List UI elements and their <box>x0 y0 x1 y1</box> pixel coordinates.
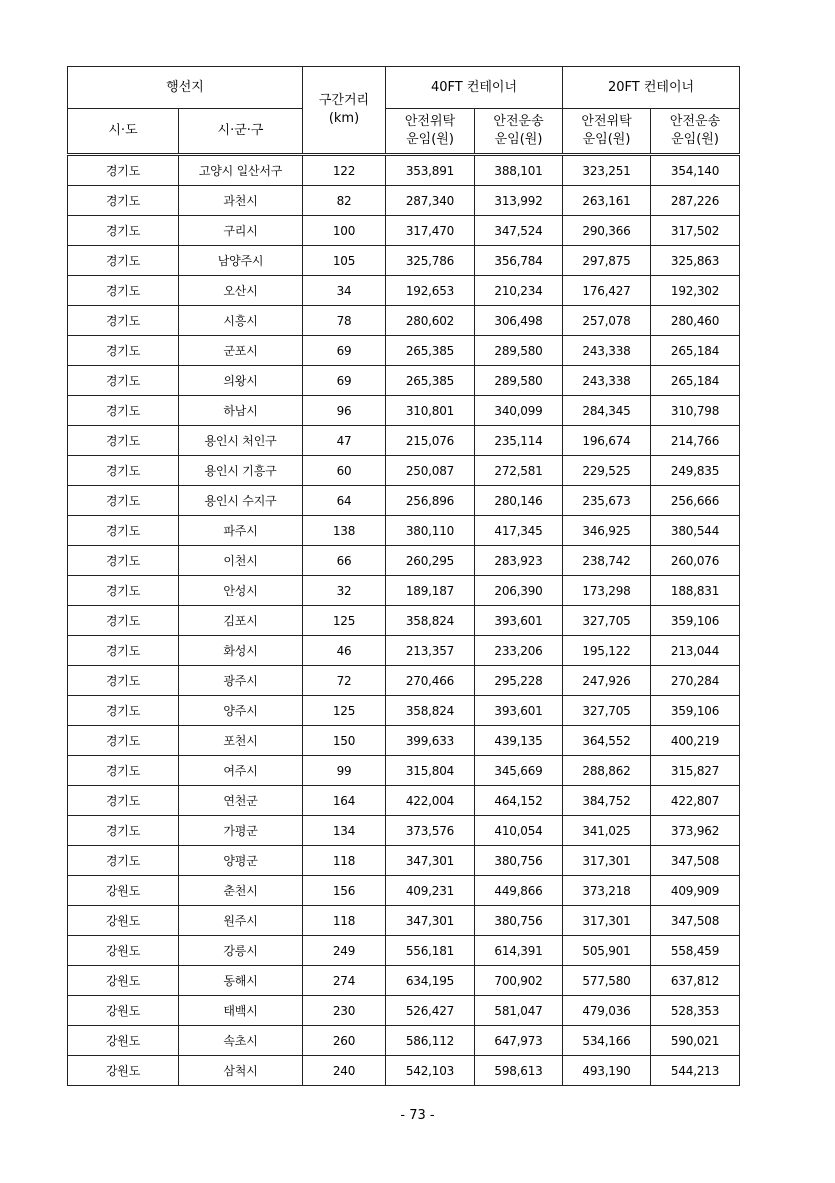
consign-rate-20ft-header <box>563 109 651 155</box>
table-row <box>68 366 740 396</box>
table-row <box>68 816 740 846</box>
table-row <box>68 246 740 276</box>
distance-cell: 164 <box>303 786 386 816</box>
transport-rate-20ft-cell: 400,219 <box>651 726 740 756</box>
city-cell: 삼척시 <box>179 1056 303 1086</box>
table-row <box>68 756 740 786</box>
transport-rate-40ft-cell: 210,234 <box>475 276 563 306</box>
transport-rate-20ft-cell: 354,140 <box>651 155 740 186</box>
consign-rate-20ft-cell: 493,190 <box>563 1056 651 1086</box>
transport-rate-40ft-line2: 운임(원) <box>494 132 543 147</box>
consign-rate-40ft-cell: 422,004 <box>386 786 475 816</box>
table-row <box>68 666 740 696</box>
page-number: - 73 - <box>400 1108 435 1123</box>
distance-header <box>303 67 386 155</box>
transport-rate-40ft-cell: 295,228 <box>475 666 563 696</box>
transport-rate-20ft-cell: 213,044 <box>651 636 740 666</box>
distance-cell: 64 <box>303 486 386 516</box>
province-cell: 경기도 <box>68 155 179 186</box>
transport-rate-20ft-cell: 359,106 <box>651 696 740 726</box>
consign-rate-40ft-cell: 347,301 <box>386 846 475 876</box>
province-header: 시·도 <box>68 109 179 155</box>
province-cell: 경기도 <box>68 816 179 846</box>
table-body <box>68 155 740 1086</box>
city-cell: 안성시 <box>179 576 303 606</box>
table-row <box>68 1026 740 1056</box>
city-cell: 태백시 <box>179 996 303 1026</box>
transport-rate-40ft-cell: 280,146 <box>475 486 563 516</box>
province-cell: 경기도 <box>68 246 179 276</box>
consign-rate-40ft-cell: 399,633 <box>386 726 475 756</box>
transport-rate-40ft-cell: 598,613 <box>475 1056 563 1086</box>
transport-rate-20ft-cell: 558,459 <box>651 936 740 966</box>
consign-rate-40ft-cell: 373,576 <box>386 816 475 846</box>
city-cell: 시흥시 <box>179 306 303 336</box>
table-row <box>68 306 740 336</box>
table-row <box>68 726 740 756</box>
province-cell: 경기도 <box>68 456 179 486</box>
consign-rate-40ft-cell: 634,195 <box>386 966 475 996</box>
consign-rate-40ft-line1: 안전위탁 <box>404 114 456 129</box>
consign-rate-20ft-cell: 479,036 <box>563 996 651 1026</box>
consign-rate-20ft-cell: 341,025 <box>563 816 651 846</box>
consign-rate-40ft-cell: 315,804 <box>386 756 475 786</box>
transport-rate-40ft-cell: 393,601 <box>475 696 563 726</box>
province-cell: 경기도 <box>68 306 179 336</box>
consign-rate-20ft-cell: 263,161 <box>563 186 651 216</box>
city-cell: 포천시 <box>179 726 303 756</box>
transport-rate-20ft-cell: 188,831 <box>651 576 740 606</box>
table-row <box>68 696 740 726</box>
transport-rate-40ft-cell: 345,669 <box>475 756 563 786</box>
table-row <box>68 846 740 876</box>
province-cell: 경기도 <box>68 726 179 756</box>
city-cell: 연천군 <box>179 786 303 816</box>
distance-cell: 96 <box>303 396 386 426</box>
table-row <box>68 606 740 636</box>
consign-rate-20ft-cell: 290,366 <box>563 216 651 246</box>
consign-rate-40ft-cell: 317,470 <box>386 216 475 246</box>
transport-rate-20ft-cell: 310,798 <box>651 396 740 426</box>
distance-cell: 32 <box>303 576 386 606</box>
distance-cell: 66 <box>303 546 386 576</box>
province-cell: 경기도 <box>68 186 179 216</box>
transport-rate-20ft-cell: 249,835 <box>651 456 740 486</box>
province-cell: 강원도 <box>68 906 179 936</box>
table-row <box>68 966 740 996</box>
container-20ft-header: 20FT 컨테이너 <box>563 67 740 109</box>
distance-header-line2: (km) <box>328 111 360 126</box>
transport-rate-20ft-cell: 280,460 <box>651 306 740 336</box>
city-cell: 군포시 <box>179 336 303 366</box>
city-header: 시·군·구 <box>179 109 303 155</box>
city-cell: 의왕시 <box>179 366 303 396</box>
province-cell: 강원도 <box>68 1026 179 1056</box>
transport-rate-40ft-cell: 464,152 <box>475 786 563 816</box>
distance-cell: 118 <box>303 846 386 876</box>
consign-rate-40ft-cell: 526,427 <box>386 996 475 1026</box>
distance-cell: 150 <box>303 726 386 756</box>
city-cell: 원주시 <box>179 906 303 936</box>
province-cell: 강원도 <box>68 936 179 966</box>
distance-cell: 99 <box>303 756 386 786</box>
province-cell: 경기도 <box>68 276 179 306</box>
consign-rate-20ft-cell: 327,705 <box>563 696 651 726</box>
province-cell: 경기도 <box>68 846 179 876</box>
consign-rate-40ft-line2: 운임(원) <box>406 132 454 147</box>
table-row <box>68 876 740 906</box>
distance-cell: 125 <box>303 606 386 636</box>
distance-cell: 118 <box>303 906 386 936</box>
city-cell: 이천시 <box>179 546 303 576</box>
table-row <box>68 396 740 426</box>
table-row <box>68 786 740 816</box>
distance-cell: 46 <box>303 636 386 666</box>
transport-rate-40ft-cell: 417,345 <box>475 516 563 546</box>
transport-rate-40ft-cell: 393,601 <box>475 606 563 636</box>
city-cell: 구리시 <box>179 216 303 246</box>
transport-rate-20ft-cell: 317,502 <box>651 216 740 246</box>
consign-rate-20ft-cell: 257,078 <box>563 306 651 336</box>
distance-cell: 34 <box>303 276 386 306</box>
province-cell: 경기도 <box>68 756 179 786</box>
consign-rate-40ft-cell: 380,110 <box>386 516 475 546</box>
transport-rate-20ft-cell: 347,508 <box>651 846 740 876</box>
table-row <box>68 546 740 576</box>
distance-cell: 125 <box>303 696 386 726</box>
province-cell: 경기도 <box>68 216 179 246</box>
table-row <box>68 456 740 486</box>
province-cell: 경기도 <box>68 606 179 636</box>
consign-rate-20ft-cell: 247,926 <box>563 666 651 696</box>
distance-cell: 72 <box>303 666 386 696</box>
city-cell: 용인시 처인구 <box>179 426 303 456</box>
transport-rate-40ft-cell: 439,135 <box>475 726 563 756</box>
consign-rate-20ft-cell: 577,580 <box>563 966 651 996</box>
consign-rate-40ft-cell: 192,653 <box>386 276 475 306</box>
transport-rate-20ft-cell: 325,863 <box>651 246 740 276</box>
consign-rate-20ft-cell: 176,427 <box>563 276 651 306</box>
consign-rate-20ft-cell: 346,925 <box>563 516 651 546</box>
transport-rate-40ft-cell: 233,206 <box>475 636 563 666</box>
consign-rate-20ft-cell: 288,862 <box>563 756 651 786</box>
consign-rate-40ft-cell: 250,087 <box>386 456 475 486</box>
transport-rate-40ft-cell: 647,973 <box>475 1026 563 1056</box>
consign-rate-40ft-cell: 353,891 <box>386 155 475 186</box>
distance-cell: 47 <box>303 426 386 456</box>
consign-rate-20ft-cell: 196,674 <box>563 426 651 456</box>
distance-cell: 249 <box>303 936 386 966</box>
transport-rate-20ft-cell: 422,807 <box>651 786 740 816</box>
table-row <box>68 516 740 546</box>
table-row <box>68 576 740 606</box>
consign-rate-20ft-cell: 317,301 <box>563 846 651 876</box>
city-cell: 양주시 <box>179 696 303 726</box>
city-cell: 과천시 <box>179 186 303 216</box>
province-cell: 경기도 <box>68 336 179 366</box>
province-cell: 경기도 <box>68 396 179 426</box>
province-cell: 강원도 <box>68 966 179 996</box>
table-row <box>68 276 740 306</box>
table-row <box>68 336 740 366</box>
city-cell: 용인시 수지구 <box>179 486 303 516</box>
transport-rate-40ft-cell: 340,099 <box>475 396 563 426</box>
consign-rate-20ft-cell: 243,338 <box>563 366 651 396</box>
city-cell: 속초시 <box>179 1026 303 1056</box>
consign-rate-40ft-cell: 358,824 <box>386 696 475 726</box>
transport-rate-20ft-cell: 265,184 <box>651 336 740 366</box>
transport-rate-40ft-cell: 283,923 <box>475 546 563 576</box>
distance-cell: 69 <box>303 336 386 366</box>
consign-rate-20ft-cell: 229,525 <box>563 456 651 486</box>
city-cell: 고양시 일산서구 <box>179 155 303 186</box>
transport-rate-20ft-cell: 256,666 <box>651 486 740 516</box>
consign-rate-40ft-cell: 287,340 <box>386 186 475 216</box>
city-cell: 화성시 <box>179 636 303 666</box>
consign-rate-40ft-cell: 215,076 <box>386 426 475 456</box>
transport-rate-20ft-cell: 380,544 <box>651 516 740 546</box>
consign-rate-40ft-cell: 586,112 <box>386 1026 475 1056</box>
consign-rate-20ft-cell: 173,298 <box>563 576 651 606</box>
transport-rate-40ft-cell: 289,580 <box>475 366 563 396</box>
distance-cell: 82 <box>303 186 386 216</box>
consign-rate-20ft-cell: 195,122 <box>563 636 651 666</box>
transport-rate-20ft-cell: 265,184 <box>651 366 740 396</box>
table-row <box>68 155 740 186</box>
transport-rate-20ft-cell: 637,812 <box>651 966 740 996</box>
table-row <box>68 636 740 666</box>
province-cell: 경기도 <box>68 486 179 516</box>
transport-rate-20ft-cell: 544,213 <box>651 1056 740 1086</box>
transport-rate-40ft-cell: 272,581 <box>475 456 563 486</box>
distance-cell: 138 <box>303 516 386 546</box>
city-cell: 남양주시 <box>179 246 303 276</box>
city-cell: 동해시 <box>179 966 303 996</box>
distance-cell: 69 <box>303 366 386 396</box>
table-row <box>68 1056 740 1086</box>
province-cell: 경기도 <box>68 366 179 396</box>
consign-rate-20ft-line1: 안전위탁 <box>581 114 632 129</box>
destination-header: 행선지 <box>68 67 303 109</box>
transport-rate-20ft-line1: 안전운송 <box>669 114 721 129</box>
city-cell: 춘천시 <box>179 876 303 906</box>
transport-rate-40ft-cell: 289,580 <box>475 336 563 366</box>
city-cell: 오산시 <box>179 276 303 306</box>
consign-rate-20ft-cell: 534,166 <box>563 1026 651 1056</box>
transport-rate-40ft-line1: 안전운송 <box>493 114 544 129</box>
transport-rate-20ft-cell: 260,076 <box>651 546 740 576</box>
table-row <box>68 936 740 966</box>
transport-rate-20ft-cell: 214,766 <box>651 426 740 456</box>
table-header <box>68 67 740 155</box>
consign-rate-40ft-cell: 347,301 <box>386 906 475 936</box>
consign-rate-20ft-cell: 384,752 <box>563 786 651 816</box>
transport-rate-20ft-cell: 373,962 <box>651 816 740 846</box>
table-row <box>68 186 740 216</box>
consign-rate-20ft-cell: 238,742 <box>563 546 651 576</box>
transport-rate-20ft-cell: 192,302 <box>651 276 740 306</box>
consign-rate-20ft-cell: 297,875 <box>563 246 651 276</box>
city-cell: 광주시 <box>179 666 303 696</box>
consign-rate-40ft-cell: 270,466 <box>386 666 475 696</box>
city-cell: 강릉시 <box>179 936 303 966</box>
transport-rate-40ft-cell: 313,992 <box>475 186 563 216</box>
consign-rate-40ft-cell: 265,385 <box>386 366 475 396</box>
consign-rate-40ft-cell: 256,896 <box>386 486 475 516</box>
consign-rate-40ft-cell: 556,181 <box>386 936 475 966</box>
consign-rate-20ft-line2: 운임(원) <box>582 132 631 147</box>
transport-rate-20ft-cell: 270,284 <box>651 666 740 696</box>
city-cell: 가평군 <box>179 816 303 846</box>
transport-rate-40ft-cell: 206,390 <box>475 576 563 606</box>
table-row <box>68 906 740 936</box>
province-cell: 경기도 <box>68 696 179 726</box>
consign-rate-20ft-cell: 284,345 <box>563 396 651 426</box>
distance-cell: 156 <box>303 876 386 906</box>
transport-rate-40ft-cell: 388,101 <box>475 155 563 186</box>
table-row <box>68 486 740 516</box>
city-cell: 김포시 <box>179 606 303 636</box>
consign-rate-40ft-cell: 260,295 <box>386 546 475 576</box>
table-row <box>68 216 740 246</box>
transport-rate-40ft-cell: 235,114 <box>475 426 563 456</box>
consign-rate-20ft-cell: 364,552 <box>563 726 651 756</box>
transport-rate-40ft-cell: 347,524 <box>475 216 563 246</box>
transport-rate-20ft-cell: 528,353 <box>651 996 740 1026</box>
city-cell: 용인시 기흥구 <box>179 456 303 486</box>
transport-rate-20ft-header <box>651 109 740 155</box>
container-40ft-header: 40FT 컨테이너 <box>386 67 563 109</box>
consign-rate-20ft-cell: 327,705 <box>563 606 651 636</box>
city-cell: 파주시 <box>179 516 303 546</box>
distance-cell: 60 <box>303 456 386 486</box>
consign-rate-20ft-cell: 317,301 <box>563 906 651 936</box>
table-row <box>68 426 740 456</box>
province-cell: 경기도 <box>68 516 179 546</box>
transport-rate-20ft-cell: 347,508 <box>651 906 740 936</box>
freight-rate-table <box>67 66 740 1086</box>
consign-rate-20ft-cell: 505,901 <box>563 936 651 966</box>
transport-rate-40ft-cell: 700,902 <box>475 966 563 996</box>
province-cell: 경기도 <box>68 786 179 816</box>
transport-rate-40ft-cell: 306,498 <box>475 306 563 336</box>
transport-rate-40ft-cell: 581,047 <box>475 996 563 1026</box>
transport-rate-20ft-line2: 운임(원) <box>671 132 719 147</box>
table-row <box>68 996 740 1026</box>
distance-cell: 240 <box>303 1056 386 1086</box>
consign-rate-40ft-cell: 310,801 <box>386 396 475 426</box>
transport-rate-20ft-cell: 359,106 <box>651 606 740 636</box>
province-cell: 강원도 <box>68 876 179 906</box>
distance-cell: 274 <box>303 966 386 996</box>
consign-rate-40ft-cell: 189,187 <box>386 576 475 606</box>
transport-rate-20ft-cell: 287,226 <box>651 186 740 216</box>
consign-rate-40ft-cell: 409,231 <box>386 876 475 906</box>
city-cell: 여주시 <box>179 756 303 786</box>
consign-rate-40ft-cell: 265,385 <box>386 336 475 366</box>
transport-rate-20ft-cell: 315,827 <box>651 756 740 786</box>
transport-rate-40ft-header <box>475 109 563 155</box>
province-cell: 경기도 <box>68 636 179 666</box>
consign-rate-40ft-cell: 358,824 <box>386 606 475 636</box>
distance-header-line1: 구간거리 <box>318 93 370 108</box>
city-cell: 하남시 <box>179 396 303 426</box>
transport-rate-40ft-cell: 410,054 <box>475 816 563 846</box>
distance-cell: 78 <box>303 306 386 336</box>
consign-rate-40ft-cell: 280,602 <box>386 306 475 336</box>
consign-rate-40ft-header <box>386 109 475 155</box>
distance-cell: 134 <box>303 816 386 846</box>
province-cell: 경기도 <box>68 426 179 456</box>
distance-cell: 105 <box>303 246 386 276</box>
distance-cell: 122 <box>303 155 386 186</box>
transport-rate-40ft-cell: 380,756 <box>475 846 563 876</box>
province-cell: 경기도 <box>68 546 179 576</box>
transport-rate-40ft-cell: 356,784 <box>475 246 563 276</box>
distance-cell: 260 <box>303 1026 386 1056</box>
province-cell: 강원도 <box>68 996 179 1026</box>
transport-rate-20ft-cell: 590,021 <box>651 1026 740 1056</box>
province-cell: 경기도 <box>68 666 179 696</box>
distance-cell: 230 <box>303 996 386 1026</box>
transport-rate-40ft-cell: 614,391 <box>475 936 563 966</box>
distance-cell: 100 <box>303 216 386 246</box>
province-cell: 강원도 <box>68 1056 179 1086</box>
consign-rate-20ft-cell: 373,218 <box>563 876 651 906</box>
transport-rate-20ft-cell: 409,909 <box>651 876 740 906</box>
transport-rate-40ft-cell: 380,756 <box>475 906 563 936</box>
consign-rate-20ft-cell: 323,251 <box>563 155 651 186</box>
city-cell: 양평군 <box>179 846 303 876</box>
consign-rate-40ft-cell: 325,786 <box>386 246 475 276</box>
province-cell: 경기도 <box>68 576 179 606</box>
transport-rate-40ft-cell: 449,866 <box>475 876 563 906</box>
consign-rate-20ft-cell: 243,338 <box>563 336 651 366</box>
consign-rate-20ft-cell: 235,673 <box>563 486 651 516</box>
consign-rate-40ft-cell: 542,103 <box>386 1056 475 1086</box>
consign-rate-40ft-cell: 213,357 <box>386 636 475 666</box>
